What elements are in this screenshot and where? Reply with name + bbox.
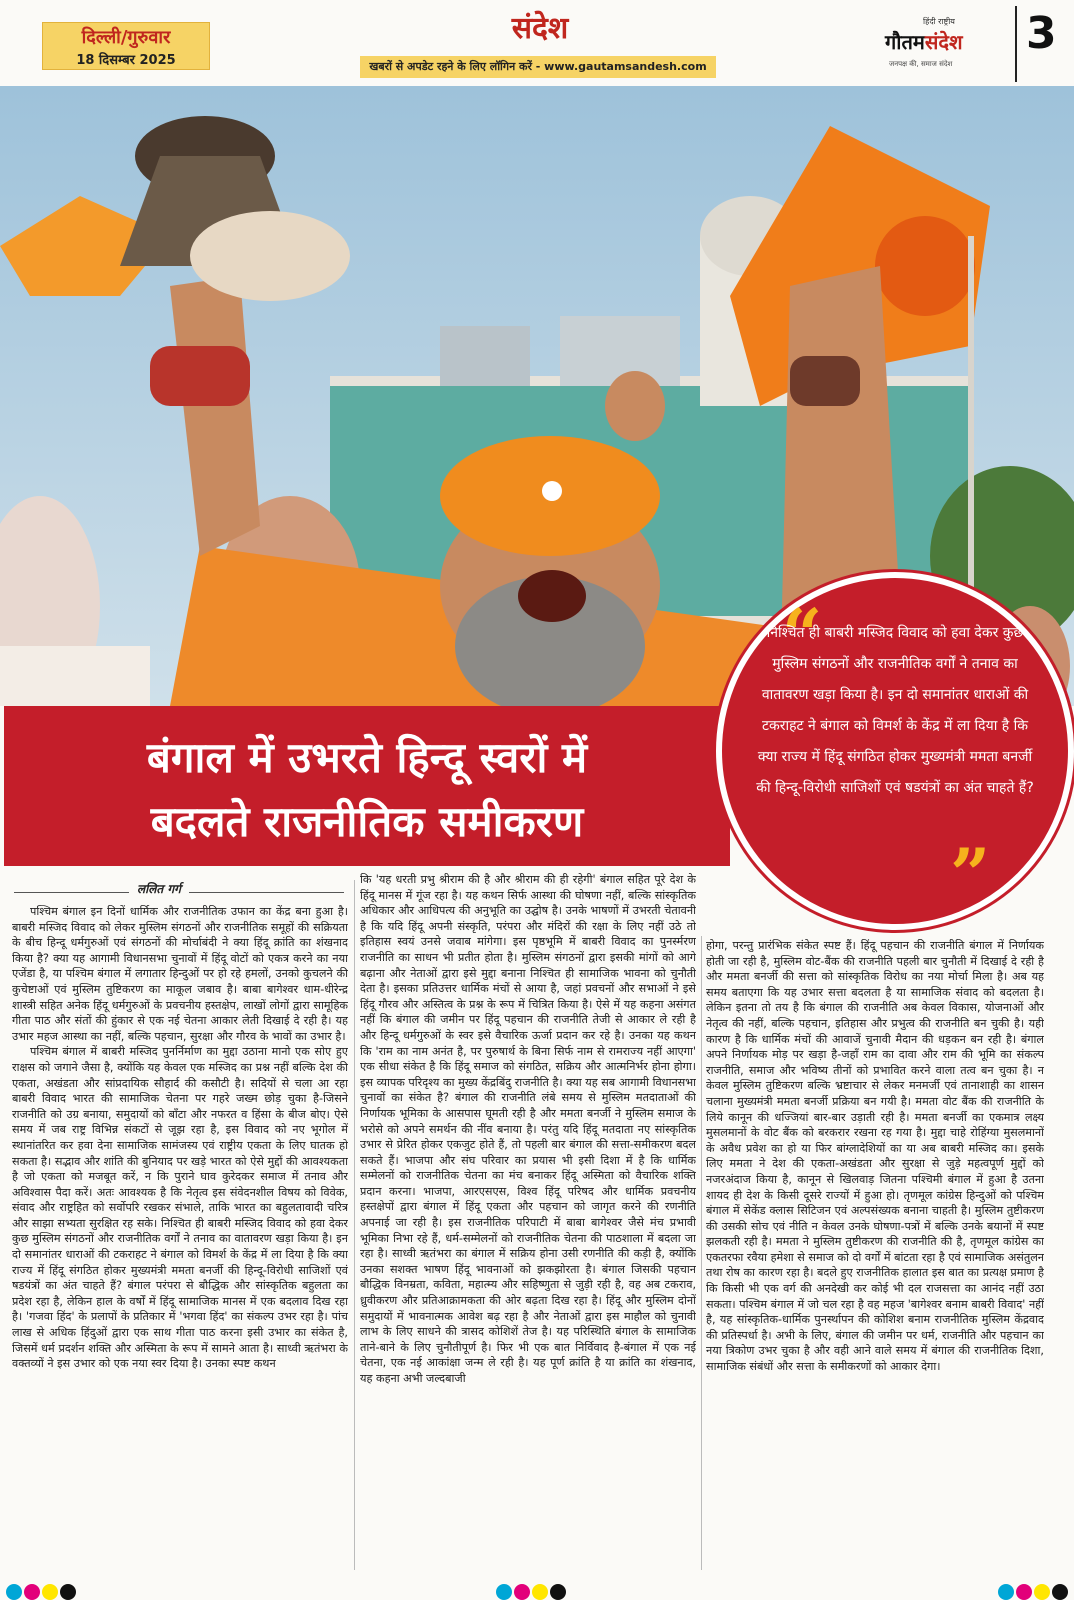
- newspaper-logo: [885, 16, 1005, 76]
- article-paragraph: होगा, परन्तु प्रारंभिक संकेत स्पष्ट हैं। हिंदू पहचान की राजनीति बंगाल में निर्णायक होती जा रही है, मुस्लिम वोट-बैंक की राजनीति पहली बार चुनौती में दिखाई दे रही है और ममता बनर्जी की सत्ता को सांस्कृतिक विरोध का नया मोर्चा मिला है। अब यह समय बताएगा कि यह उभार सत्ता बदलता है या सामाजिक संवाद को बदलता है। लेकिन इतना तो तय है कि बंगाल की राजनीति अब केवल विकास, योजनाओं और नेतृत्व की नहीं, बल्कि पहचान, इतिहास और प्रभुत्व की राजनीति बन चुकी है। यही कारण है कि धार्मिक मंचों की आवाजें चुनावी मैदान की धड़कन बन रही है। बंगाल अपने निर्णायक मोड़ पर खड़ा है-जहाँ राम का दावा और राम की भूमि का संकल्प राजनीति, समाज और भविष्य तीनों को प्रभावित करने वाला तत्व बन चुका है। न केवल मुस्लिम तुष्टिकरण बल्कि भ्रष्टाचार से लेकर मनमर्जी एवं तानाशाही का शासन चलाना मुख्यमंत्री ममता बनर्जी प्रक्रिया बन गयी है। ममता वोट बैंक की राजनीति के लिये कानून की धज्जियां बार-बार उड़ाती रही है। ममता बनर्जी का एकमात्र लक्ष्य मुसलमानों के वोट बैंक को बरकरार रखना रह गया है। मुद्दा चाहे रोहिंग्या मुसलमानों के अवैध प्रवेश का हो या फिर बांग्लादेशियों का या अब बाबरी मस्जिद का। इसके लिए ममता ने देश की एकता-अखंडता और सुरक्षा से जुड़े महत्वपूर्ण मुद्दों को नजरअंदाज किया है, कानून से खिलवाड़ जितना पश्चिमी बंगाल में हुआ है उतना शायद ही देश के किसी दूसरे राज्यों में हुआ हो। तृणमूल कांग्रेस हिन्दुओं को पश्चिम बंगाल में सेकेंड क्लास सिटिजन एवं अल्पसंख्यक बनाना चाहती है। मुस्लिम तुष्टीकरण की उसकी सोच एवं नीति न केवल उनके घोषणा-पत्रों में बल्कि उनके बयानों में स्पष्ट झलकती रही है। ममता ने मुस्लिम तुष्टीकरण की राजनीति की है, तृणमूल कांग्रेस का एकतरफा रवैया हमेशा से समाज को दो वर्गों में बांटता रहा है एवं सामाजिक असंतुलन तथा रोष का कारण रहा है। बदले हुए राजनीतिक हालात इस बात का प्रत्यक्ष प्रमाण है कि किसी भी एक वर्ग की अनदेखी कर कोई भी दल राजसत्ता का आनंद नहीं उठा सकता। पश्चिम बंगाल में जो चल रहा है वह महज 'बागेश्वर बनाम बाबरी विवाद' नहीं है, यह सांस्कृतिक-धार्मिक पुनर्स्थापन की कोशिश बनाम राजनीतिक मुस्लिम केंद्रवाद की प्रतिस्पर्धा है। अभी के लिए, बंगाल की जमीन पर धर्म, राजनीति और पहचान का नया त्रिकोण उभर चुका है और वही आने वाले समय में बंगाल की राजनीतिक दिशा, सामाजिक संबंधों और सत्ता के समीकरणों को आकार देगा।: [706, 939, 1044, 1374]
- close-quote-icon: ”: [950, 833, 991, 916]
- registration-mark-magenta: [514, 1584, 530, 1600]
- section-title: संदेश: [511, 11, 569, 46]
- page-header: [0, 0, 1074, 84]
- byline: [14, 880, 344, 900]
- registration-mark-cyan: [6, 1584, 22, 1600]
- registration-mark-yellow: [42, 1584, 58, 1600]
- registration-mark-black: [60, 1584, 76, 1600]
- registration-mark-cyan: [496, 1584, 512, 1600]
- logo-topline: हिंदी राष्ट्रीय: [923, 17, 955, 26]
- headline-line-1: बंगाल में उभरते हिन्दू स्वरों में: [146, 733, 588, 782]
- dateline-date: 18 दिसम्बर 2025: [76, 53, 176, 68]
- headline-line-2: बदलते राजनीतिक समीकरण: [150, 797, 584, 846]
- article-paragraph: कि 'यह धरती प्रभु श्रीराम की है और श्रीराम की ही रहेगी' बंगाल सहित पूरे देश के हिंदू मानस में गूंज रहा है। यह कथन सिर्फ आस्था की घोषणा नहीं, बल्कि सांस्कृतिक अधिकार और आधिपत्य की अनुभूति का उद्घोष है। उनके भाषणों में उभरती चेतावनी है कि यदि हिंदू अपनी संस्कृति, परंपरा और मंदिरों की रक्षा के लिए नहीं उठे तो इतिहास स्वयं उनसे जवाब मांगेगा। इस पृष्ठभूमि में बाबरी विवाद का पुनर्स्मरण राजनीति का साधन भी प्रतीत होता है। मुस्लिम संगठनों द्वारा इसकी मांगों को आगे बढ़ाना और नेताओं द्वारा इसे मुद्दा बनाना निश्चित ही सामाजिक भावना को चुनौती देता है। इसका प्रतिउत्तर धार्मिक मंचों से आया है, जहां प्रवचनों और सभाओं ने इसे हिंदू गौरव और अस्तित्व के प्रश्न के रूप में चित्रित किया है। ऐसे में यह कहना असंगत नहीं कि बंगाल की जमीन पर हिंदू पहचान की राजनीति तेजी से आकार ले रही है और हिन्दू धर्मगुरुओं के स्वर इसे वैचारिक ऊर्जा प्रदान कर रहे है। उनका यह कथन कि 'राम का नाम अनंत है, पर पुरुषार्थ के बिना सिर्फ नाम से रामराज्य नहीं आएगा' एक सीधा संकेत है कि हिंदू समाज को संगठित, सक्रिय और आत्मनिर्भर होना होगा। इस व्यापक परिदृश्य का मुख्य केंद्रबिंदु राजनीति है। क्या यह सब आगामी विधानसभा चुनावों का संकेत है? बंगाल की राजनीति लंबे समय से मुस्लिम मतदाताओं की निर्णायक भूमिका के आसपास घूमती रही है और ममता बनर्जी ने मुस्लिम समाज के भरोसे को अपने समर्थन की नींव बनाया है। परंतु यदि हिंदू मतदाता नए सांस्कृतिक उभार से प्रेरित होकर एकजुट होते हैं, तो पहली बार बंगाल की सत्ता-समीकरण बदल सकते हैं। भाजपा और संघ परिवार का प्रयास भी इसी दिशा में है कि धार्मिक सम्मेलनों को राजनीतिक चेतना का मंच बनाकर हिंदू अस्मिता को वैचारिक शक्ति प्रदान करना। भाजपा, आरएसएस, विश्व हिंदू परिषद और धार्मिक प्रवचनीय हस्तक्षेपों द्वारा बंगाल में हिंदू एकता और पहचान को जागृत करने की रणनीति अपनाई जा रही है। इस राजनीतिक परिपाटी में बाबा बागेश्वर जैसे मंच प्रभावी भूमिका निभा रहे हैं, धर्म-सम्मेलनों को राजनीतिक चेतना की पाठशाला में बदला जा रहा है। साध्वी ऋतंभरा का बंगाल में सक्रिय होना उसी रणनीति की कड़ी है, क्योंकि उनका सशक्त भाषण हिंदू भावनाओं को झकझोरता है। बंगाल जिसकी पहचान बौद्धिक विनम्रता, कविता, महात्म्य और सहिष्णुता से जुड़ी रही है, वह अब टकराव, ध्रुवीकरण और प्रतिआक्रामकता की ओर बढ़ता दिख रहा है। हिंदू और मुस्लिम दोनों समुदायों में भावनात्मक आवेश बढ़ रहा है और नेताओं द्वारा इस माहौल को चुनावी लाभ के लिए साधने की त्रासद कोशिशें तेज है। यह परिस्थिति बंगाल के सामाजिक ताने-बाने के लिए चुनौतीपूर्ण है। फिर भी एक बात निर्विवाद है-बंगाल में एक नई चेतना, एक नई आकांक्षा जन्म ले रही है। यह पूर्ण क्रांति है या क्रांति का शंखनाद, यह कहना अभी जल्दबाजी: [360, 873, 696, 1385]
- registration-mark-black: [1052, 1584, 1068, 1600]
- open-quote-icon: “: [782, 593, 823, 676]
- registration-mark-cyan: [998, 1584, 1014, 1600]
- column-divider: [354, 880, 355, 1570]
- article-column-1: [12, 904, 348, 1570]
- registration-mark-magenta: [24, 1584, 40, 1600]
- page-number: 3: [1026, 8, 1057, 59]
- article-column-3: [706, 938, 1044, 1570]
- headline-banner: [4, 706, 730, 866]
- dateline-city-day: दिल्ली/गुरुवार: [81, 27, 171, 48]
- header-divider: [1015, 6, 1017, 82]
- registration-mark-yellow: [1034, 1584, 1050, 1600]
- logo-part2: संदेश: [924, 30, 963, 54]
- headline: [4, 726, 730, 854]
- logo-part1: गौतम: [885, 30, 925, 54]
- dateline-box: [42, 22, 210, 70]
- author-name: ललित गर्ग: [129, 880, 189, 897]
- registration-mark-yellow: [532, 1584, 548, 1600]
- article-paragraph: पश्चिम बंगाल इन दिनों धार्मिक और राजनीतिक उफान का केंद्र बना हुआ है। बाबरी मस्जिद विवाद को लेकर मुस्लिम संगठनों और राजनीतिक समूहों की सक्रियता के बीच हिन्दू धर्मगुरुओं एवं संगठनों की मोर्चाबंदी ने क्या हिंदू क्रांति का शंखनाद किया है? क्या यह आगामी विधानसभा चुनावों में हिंदू वोटों को एकत्र करने का नया एजेंडा है, या पश्चिम बंगाल में लगातार हिन्दुओं पर हो रहे हमलों, उनको कुचलने की कुचेष्टाओं एवं मुस्लिम तुष्टिकरण का माकूल जबाव है। बाबा बागेश्वर धाम-धीरेन्द्र शास्त्री सहित अनेक हिंदू धर्मगुरुओं के प्रवचनीय हस्तक्षेप, लाखों लोगों द्वारा सामूहिक गीता पाठ और संतों की हुंकार से एक नई चेतना आकार लेती दिखाई दे रही है। यह उभार महज आस्था का नहीं, बल्कि पहचान, सुरक्षा और गौरव के भावों का उभार है।: [12, 905, 348, 1043]
- logo-tagline: जनपक्ष की, समाज संदेश: [889, 60, 953, 68]
- pull-quote-text: निश्चित ही बाबरी मस्जिद विवाद को हवा देकर कुछ मुस्लिम संगठनों और राजनीतिक वर्गों ने तनाव का वातावरण खड़ा किया है। इन दो समानांतर धाराओं की टकराहट ने बंगाल को विमर्श के केंद्र में ला दिया है कि क्या राज्य में हिंदू संगठित होकर मुख्यमंत्री ममता बनर्जी की हिन्दू-विरोधी साजिशों एवं षडयंत्रों का अंत चाहते हैं?: [756, 625, 1034, 796]
- logo-wordmark: [885, 28, 963, 55]
- registration-mark-black: [550, 1584, 566, 1600]
- column-divider: [701, 936, 702, 1570]
- registration-mark-magenta: [1016, 1584, 1032, 1600]
- article-column-2: [360, 872, 696, 1570]
- pull-quote: [716, 572, 1074, 930]
- login-strip[interactable]: खबरों से अपडेट रहने के लिए लॉगिन करें - www.gautamsandesh.com: [360, 56, 716, 78]
- article-paragraph: पश्चिम बंगाल में बाबरी मस्जिद पुनर्निर्माण का मुद्दा उठाना मानो एक सोए हुए राक्षस को जगाने जैसा है, क्योंकि यह केवल एक मस्जिद का प्रश्न नहीं बल्कि देश की एकता, अखंडता और सांप्रदायिक सौहार्द की कसौटी है। सदियों से चला आ रहा बाबरी विवाद भारत की सामाजिक चेतना पर गहरे जख्म छोड़ चुका है-जिसने राजनीति को उग्र बनाया, समुदायों को बाँटा और नफरत व हिंसा के बीज बोए। ऐसे समय में जब राष्ट्र विभिन्न संकटों से जूझ रहा है, इस विवाद को नए भूगोल में स्थानांतरित कर हवा देना सामाजिक सामंजस्य एवं राष्ट्रीय एकता के लिए घातक हो सकता है। सद्भाव और शांति की बुनियाद पर खड़े भारत को ऐसे मुद्दों की आवश्यकता है जो एकता को मजबूत करें, न कि पुराने घाव कुरेदकर समाज में तनाव और अविश्वास पैदा करें। अतः आवश्यक है कि नेतृत्व इस संवेदनशील विषय को विवेक, संवाद और राष्ट्रहित को सर्वोपरि रखकर संभाले, ताकि भारत का बहुलतावादी चरित्र और साझा सभ्यता सुरक्षित रह सके। निश्चित ही बाबरी मस्जिद विवाद को हवा देकर कुछ मुस्लिम संगठनों और राजनीतिक वर्गों ने तनाव का वातावरण खड़ा किया है। इन दो समानांतर धाराओं की टकराहट ने बंगाल को विमर्श के केंद्र में ला दिया है कि क्या राज्य में हिंदू संगठित होकर मुख्यमंत्री ममता बनर्जी की हिन्दू-विरोधी साजिशों एवं षडयंत्रों का अंत चाहते हैं? बंगाल परंपरा से बौद्धिक और सांस्कृतिक बहुलता का प्रदेश रहा है, लेकिन हाल के वर्षों में हिंदू सामाजिक मानस में एक बदलाव दिख रहा है। 'गजवा हिंद' के प्रलापों के प्रतिकार में 'भगवा हिंद' का संकल्प उभर रहा है। पांच लाख से अधिक हिंदुओं द्वारा एक साथ गीता पाठ करना इसी उभार का संकेत है, जिसमें धर्म प्रदर्शन शक्ति और अस्मिता के रूप में सामने आता है। साध्वी ऋतंभरा के वक्तव्यों ने इस उभार को एक नया स्वर दिया है। उनका स्पष्ट कथन: [12, 1045, 348, 1371]
